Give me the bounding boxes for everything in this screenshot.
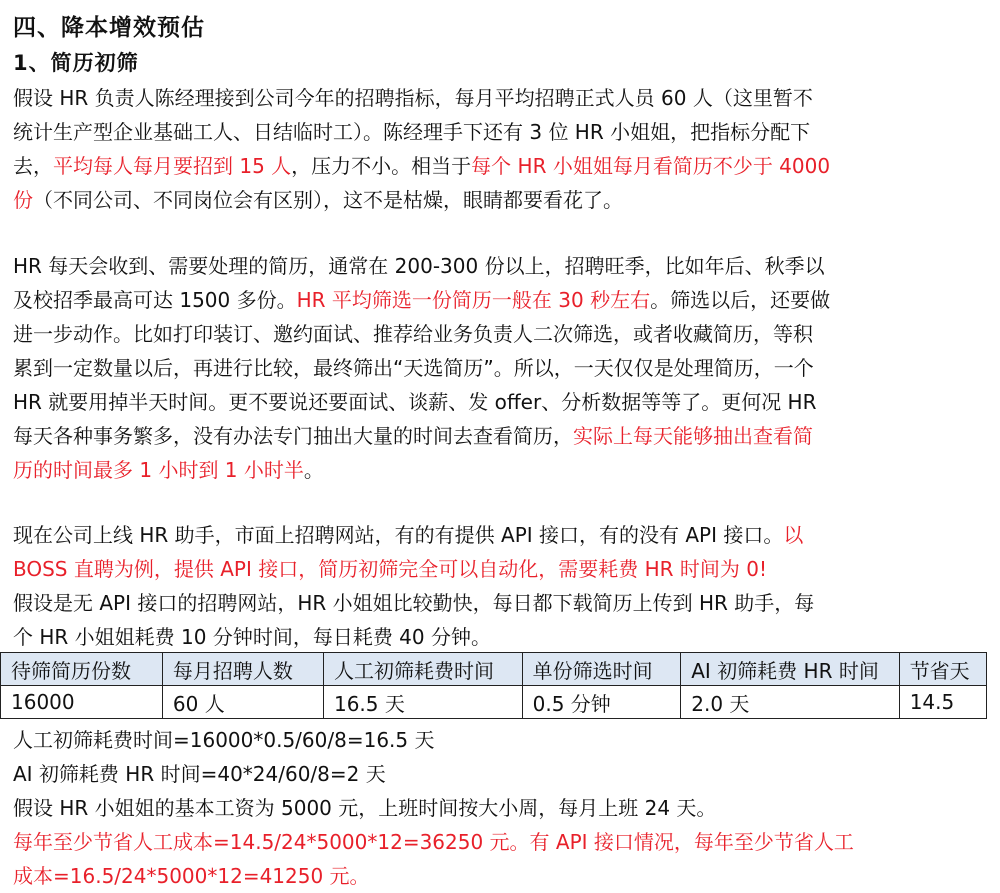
table-header-row	[1, 653, 987, 686]
body-text: ，压力不小。相当于	[291, 154, 472, 178]
body-text: 统计生产型企业基础工人、日结临时工）。陈经理手下还有 3 位 HR 小姐姐，把指标分配下	[13, 120, 811, 144]
text-line	[13, 385, 913, 419]
text-line	[13, 81, 913, 115]
body-text: HR 就要用掉半天时间。更不要说还要面试、谈薪、发 offer、分析数据等等了。更何况 HR	[13, 390, 817, 414]
cost-table	[0, 652, 987, 719]
text-line	[13, 249, 913, 283]
highlighted-text: 份	[13, 188, 33, 212]
body-text: 去，	[13, 154, 53, 178]
text-line	[13, 552, 913, 586]
body-text: 每天各种事务繁多，没有办法专门抽出大量的时间去查看简历，	[13, 424, 573, 448]
text-line	[13, 518, 913, 552]
table-header-cell: AI 初筛耗费 HR 时间	[681, 653, 899, 686]
subsection-title: 1、简历初筛	[13, 51, 139, 75]
body-text: （不同公司、不同岗位会有区别），这不是枯燥，眼睛都要看花了。	[33, 188, 623, 212]
text-line	[13, 317, 913, 351]
text-line	[13, 183, 913, 217]
table-header-cell: 节省天	[899, 653, 986, 686]
text-line	[13, 757, 913, 791]
body-text: 假设是无 API 接口的招聘网站，HR 小姐姐比较勤快，每日都下载简历上传到 HR 助手，每	[13, 591, 815, 615]
body-text: 人工初筛耗费时间=16000*0.5/60/8=16.5 天	[13, 728, 435, 752]
highlighted-text: BOSS 直聘为例，提供 API 接口，简历初筛完全可以自动化，需要耗费 HR 时间为 0!	[13, 557, 767, 581]
body-text: 及校招季最高可达 1500 多份。	[13, 288, 297, 312]
body-text: 个 HR 小姐姐耗费 10 分钟时间，每日耗费 40 分钟。	[13, 625, 491, 649]
highlighted-text: 平均每人每月要招到 15 人	[53, 154, 292, 178]
paragraph-1	[13, 81, 913, 217]
body-text: AI 初筛耗费 HR 时间=40*24/60/8=2 天	[13, 762, 386, 786]
body-text: 假设 HR 小姐姐的基本工资为 5000 元，上班时间按大小周，每月上班 24 天。	[13, 796, 717, 820]
text-line	[13, 453, 913, 487]
highlighted-text: 历的时间最多 1 小时到 1 小时半	[13, 458, 304, 482]
table-header-cell: 每月招聘人数	[162, 653, 323, 686]
text-line	[13, 586, 913, 620]
text-line	[13, 723, 913, 757]
paragraph-3	[13, 518, 913, 654]
text-line	[13, 859, 913, 893]
highlighted-text: 实际上每天能够抽出查看简	[573, 424, 813, 448]
table-row	[1, 686, 987, 719]
table-header-cell: 单份筛选时间	[522, 653, 681, 686]
table-cell: 2.0 天	[681, 686, 899, 719]
table-cell: 14.5	[899, 686, 986, 719]
table-header-cell: 人工初筛耗费时间	[323, 653, 522, 686]
body-text: 进一步动作。比如打印装订、邀约面试、推荐给业务负责人二次筛选，或者收藏简历，等积	[13, 322, 813, 346]
text-line	[13, 283, 913, 317]
text-line	[13, 351, 913, 385]
body-text: HR 每天会收到、需要处理的简历，通常在 200-300 份以上，招聘旺季，比如年后、秋季以	[13, 254, 825, 278]
table-cell: 0.5 分钟	[522, 686, 681, 719]
table-cell: 16.5 天	[323, 686, 522, 719]
highlighted-text: HR 平均筛选一份简历一般在 30 秒左右	[296, 288, 651, 312]
highlighted-text: 成本=16.5/24*5000*12=41250 元。	[13, 864, 370, 888]
text-line	[13, 825, 913, 859]
text-line	[13, 791, 913, 825]
text-line	[13, 115, 913, 149]
highlighted-text: 以	[783, 523, 804, 547]
text-line	[13, 419, 913, 453]
text-line	[13, 149, 913, 183]
highlighted-text: 每年至少节省人工成本=14.5/24*5000*12=36250 元。有 API 接口情况，每年至少节省人工	[13, 830, 854, 854]
body-text: 假设 HR 负责人陈经理接到公司今年的招聘指标，每月平均招聘正式人员 60 人（这里暂不	[13, 86, 813, 110]
table-cell: 60 人	[162, 686, 323, 719]
body-text: 累到一定数量以后，再进行比较，最终筛出“天选简历”。所以，一天仅仅是处理简历，一个	[13, 356, 814, 380]
table-cell: 16000	[1, 686, 163, 719]
text-line	[13, 620, 913, 654]
section-title: 四、降本增效预估	[13, 15, 205, 41]
paragraph-2	[13, 249, 913, 487]
body-text: 现在公司上线 HR 助手，市面上招聘网站，有的有提供 API 接口，有的没有 API 接口。	[13, 523, 784, 547]
body-text: 。筛选以后，还要做	[650, 288, 831, 312]
body-text: 。	[303, 458, 324, 482]
highlighted-text: 每个 HR 小姐姐每月看简历不少于 4000	[471, 154, 831, 178]
table-header-cell: 待筛简历份数	[1, 653, 163, 686]
paragraph-4	[13, 723, 913, 893]
